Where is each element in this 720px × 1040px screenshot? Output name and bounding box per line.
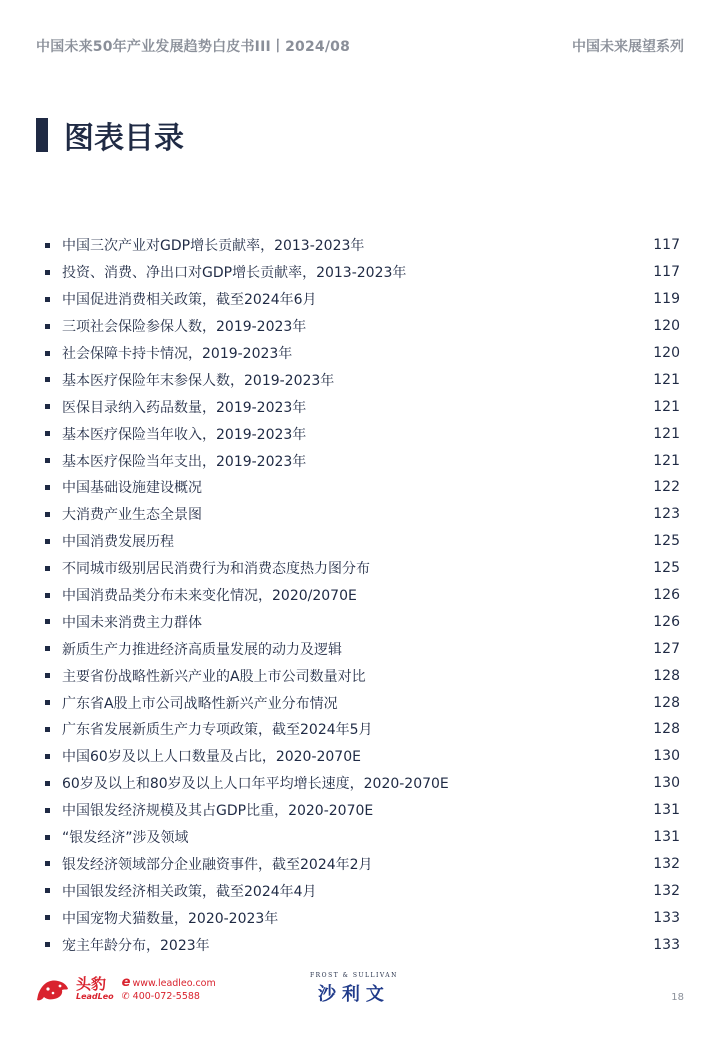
bullet-icon [45, 324, 50, 329]
bullet-icon [45, 808, 50, 813]
toc-entry-label: 中国三次产业对GDP增长贡献率，2013-2023年 [62, 238, 365, 255]
toc-entry-label: 三项社会保险参保人数，2019-2023年 [62, 319, 307, 336]
toc-entry-label: 广东省发展新质生产力专项政策，截至2024年5月 [62, 722, 373, 739]
toc-entry-page: 128 [653, 667, 680, 684]
toc-entry[interactable] [40, 608, 680, 635]
toc-entry[interactable] [40, 259, 680, 286]
bullet-icon [45, 915, 50, 920]
toc-entry-page: 122 [653, 479, 680, 496]
bullet-icon [45, 835, 50, 840]
bullet-icon [45, 404, 50, 409]
toc-entry-page: 119 [653, 291, 680, 308]
toc-entry-page: 120 [653, 345, 680, 361]
toc-entry-page: 125 [653, 560, 680, 577]
toc-entry-label: 银发经济领域部分企业融资事件，截至2024年2月 [62, 856, 373, 873]
figure-list [40, 232, 680, 958]
toc-entry[interactable] [40, 393, 680, 420]
toc-entry-page: 121 [653, 425, 680, 442]
frost-sullivan-logo [310, 972, 398, 1006]
toc-entry-label: 中国消费发展历程 [62, 534, 174, 551]
bullet-icon [45, 539, 50, 544]
toc-entry-label: 基本医疗保险当年支出，2019-2023年 [62, 453, 307, 470]
toc-entry-label: “银发经济”涉及领域 [62, 830, 189, 847]
toc-entry-page: 128 [653, 721, 680, 738]
report-title-header: 中国未来50年产业发展趋势白皮书III丨2024/08 [36, 39, 351, 55]
toc-entry[interactable] [40, 528, 680, 555]
toc-entry-label: 基本医疗保险年末参保人数，2019-2023年 [62, 372, 335, 389]
toc-entry-page: 123 [653, 506, 680, 523]
bullet-icon [45, 673, 50, 678]
bullet-icon [45, 942, 50, 947]
toc-entry-label: 宠主年龄分布，2023年 [62, 937, 210, 954]
toc-entry-label: 医保目录纳入药品数量，2019-2023年 [62, 399, 307, 416]
bullet-icon [45, 377, 50, 382]
toc-entry-page: 125 [653, 533, 680, 550]
toc-entry[interactable] [40, 931, 680, 958]
bullet-icon [45, 297, 50, 302]
toc-entry-page: 130 [653, 775, 680, 792]
bullet-icon [45, 619, 50, 624]
toc-entry-page: 126 [653, 613, 680, 630]
toc-entry-page: 120 [653, 318, 680, 335]
bullet-icon [45, 351, 50, 356]
page-title: 图表目录 [64, 121, 184, 156]
toc-entry[interactable] [40, 232, 680, 259]
toc-entry-label: 中国宠物犬猫数量，2020-2023年 [62, 910, 279, 927]
toc-entry-label: 主要省份战略性新兴产业的A股上市公司数量对比 [62, 668, 366, 685]
heading-accent-bar [36, 118, 48, 152]
toc-entry-page: 133 [653, 936, 680, 953]
toc-entry[interactable] [40, 689, 680, 716]
toc-entry-label: 中国未来消费主力群体 [62, 614, 202, 631]
toc-entry-page: 117 [653, 264, 680, 281]
toc-entry-page: 117 [653, 237, 680, 254]
toc-entry-page: 128 [653, 694, 680, 711]
toc-entry[interactable] [40, 662, 680, 689]
toc-entry[interactable] [40, 447, 680, 474]
bullet-icon [45, 646, 50, 651]
toc-entry[interactable] [40, 420, 680, 447]
series-name-header: 中国未来展望系列 [572, 39, 684, 55]
toc-entry-label: 不同城市级别居民消费行为和消费态度热力图分布 [62, 561, 370, 578]
phone-icon: ✆ [121, 990, 130, 1002]
toc-entry[interactable] [40, 877, 680, 904]
toc-entry[interactable] [40, 582, 680, 609]
toc-entry-label: 中国基础设施建设概况 [62, 480, 202, 497]
bullet-icon [45, 781, 50, 786]
toc-entry-label: 中国银发经济相关政策，截至2024年4月 [62, 883, 317, 900]
bullet-icon [45, 270, 50, 275]
toc-entry-page: 121 [653, 452, 680, 469]
toc-entry-page: 131 [653, 802, 680, 819]
frost-sullivan-cn: 沙利文 [317, 984, 390, 1005]
toc-entry-label: 投资、消费、净出口对GDP增长贡献率，2013-2023年 [62, 265, 407, 282]
bullet-icon [45, 243, 50, 248]
contact-info [122, 976, 216, 1003]
toc-entry-page: 133 [653, 909, 680, 926]
bullet-icon [45, 512, 50, 517]
bullet-icon [45, 431, 50, 436]
toc-entry-page: 126 [653, 587, 680, 604]
toc-entry-label: 基本医疗保险当年收入，2019-2023年 [62, 426, 307, 443]
web-e-icon: e [121, 974, 131, 990]
phone-number: 400-072-5588 [132, 990, 200, 1002]
section-heading [36, 116, 184, 154]
toc-entry-label: 中国消费品类分布未来变化情况，2020/2070E [62, 588, 357, 605]
toc-entry-page: 127 [653, 640, 680, 657]
toc-entry[interactable] [40, 501, 680, 528]
toc-entry[interactable] [40, 904, 680, 931]
toc-entry-page: 121 [653, 371, 680, 388]
toc-entry-label: 社会保障卡持卡情况，2019-2023年 [62, 346, 293, 362]
toc-entry[interactable] [40, 286, 680, 313]
toc-entry[interactable] [40, 474, 680, 501]
toc-entry[interactable] [40, 716, 680, 743]
leopard-icon [36, 975, 70, 1003]
toc-entry-label: 中国促进消费相关政策，截至2024年6月 [62, 292, 317, 309]
toc-entry[interactable] [40, 743, 680, 770]
toc-entry-label: 中国60岁及以上人口数量及占比，2020-2070E [62, 749, 361, 766]
toc-entry-page: 131 [653, 829, 680, 846]
website-link[interactable]: www.leadleo.com [132, 977, 216, 989]
toc-entry[interactable] [40, 797, 680, 824]
bullet-icon [45, 700, 50, 705]
bullet-icon [45, 458, 50, 463]
toc-entry-page: 132 [653, 855, 680, 872]
bullet-icon [45, 593, 50, 598]
toc-entry[interactable] [40, 313, 680, 340]
leadleo-logo [36, 975, 216, 1003]
toc-entry-label: 60岁及以上和80岁及以上人口年平均增长速度，2020-2070E [62, 776, 449, 793]
toc-entry[interactable] [40, 850, 680, 877]
leadleo-en-name: LeadLeo [76, 992, 114, 1001]
toc-entry-label: 大消费产业生态全景图 [62, 507, 202, 524]
toc-entry-page: 121 [653, 398, 680, 415]
toc-entry[interactable] [40, 340, 680, 367]
bullet-icon [45, 727, 50, 732]
bullet-icon [45, 888, 50, 893]
bullet-icon [45, 485, 50, 490]
bullet-icon [45, 754, 50, 759]
toc-entry[interactable] [40, 770, 680, 797]
toc-entry[interactable] [40, 555, 680, 582]
toc-entry-label: 新质生产力推进经济高质量发展的动力及逻辑 [62, 641, 342, 658]
page-number: 18 [671, 992, 684, 1003]
toc-entry[interactable] [40, 824, 680, 851]
frost-sullivan-en: FROST & SULLIVAN [310, 972, 398, 979]
toc-entry[interactable] [40, 366, 680, 393]
toc-entry-label: 广东省A股上市公司战略性新兴产业分布情况 [62, 695, 338, 712]
toc-entry-page: 130 [653, 748, 680, 765]
toc-entry-page: 132 [653, 882, 680, 899]
bullet-icon [45, 566, 50, 571]
toc-entry[interactable] [40, 635, 680, 662]
leadleo-cn-name: 头豹 [76, 975, 107, 993]
bullet-icon [45, 861, 50, 866]
toc-entry-label: 中国银发经济规模及其占GDP比重，2020-2070E [62, 803, 374, 820]
